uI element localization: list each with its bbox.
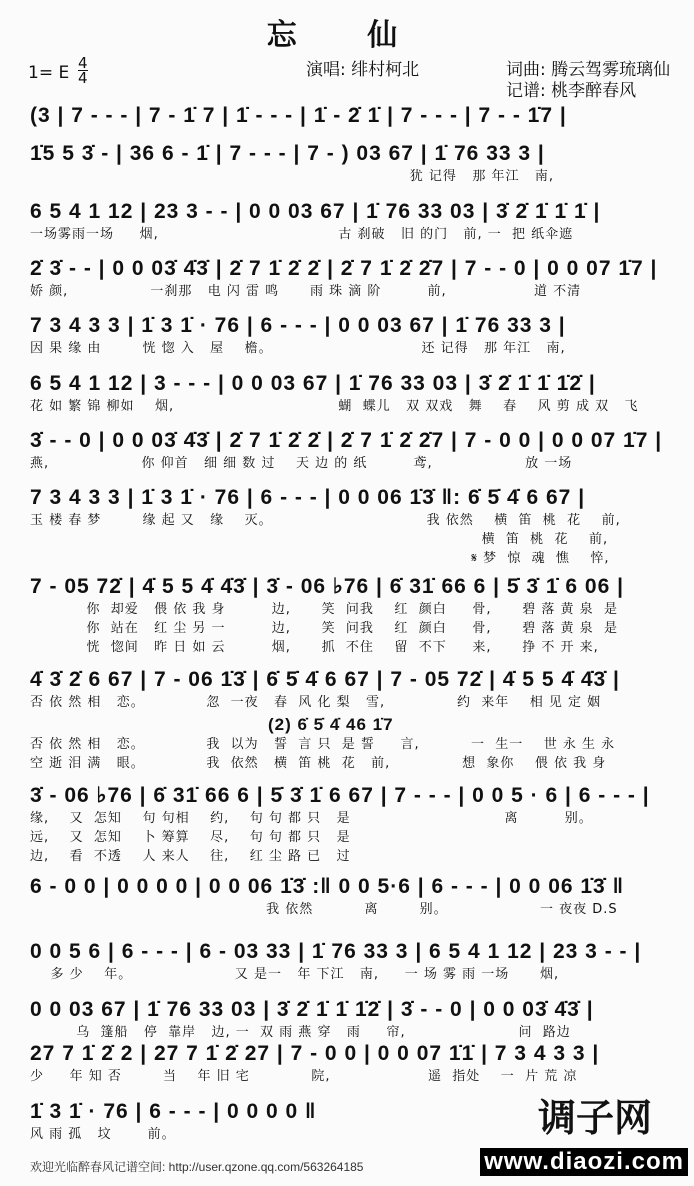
- notation-row: 3̇ - 06 ♭76 | 6̇ 31̇ 66 6 | 5̇ 3̇ 1̇ 6 67 | 7 - - - | 0 0 5 · 6 | 6 - - - |: [30, 784, 650, 807]
- notation-row: 6 5 4 1 12 | 3 - - - | 0 0 03 67 | 1̇ 76 33 03 | 3̇ 2̇ 1̇ 1̇ 1̇2̇ |: [30, 372, 596, 395]
- lyric-line: 一场雾雨一场 烟, 古 刹破 旧 的门 前, 一 把 纸伞遮: [30, 227, 574, 242]
- lyric-line: 横 笛 桃 花 前,: [30, 532, 609, 547]
- lyric-line: 空 逝 泪 满 眼。 我 依然 横 笛 桃 花 前, 想 象你 偎 依 我 身: [30, 756, 607, 771]
- lyric-line: 乌 篷船 停 靠岸 边, 一 双 雨 燕 穿 雨 帘, 问 路边: [30, 1025, 571, 1040]
- transcriber: 记谱: 桃李醉春风: [506, 81, 637, 101]
- lyric-line: 我 依然 离 别。 一 夜夜 D.S: [30, 902, 618, 917]
- notation-row: 7 3 4 3 3 | 1̇ 3 1̇ · 76 | 6 - - - | 0 0 06 1̇3̇ ‖: 6̇ 5̇ 4̇ 6 67 |: [30, 486, 586, 509]
- watermark-site: www.diaozi.com: [480, 1148, 688, 1176]
- lyric-line: 犹 记得 那 年江 南,: [30, 169, 554, 184]
- lyric-line: 你 却爱 偎 依 我 身 边, 笑 问我 红 颜白 骨, 碧 落 黄 泉 是: [30, 602, 618, 617]
- lyric-line: 远, 又 怎知 卜 筹算 尽, 句 句 都 只 是: [30, 830, 351, 845]
- notation-row: (3 | 7 - - - | 7 - 1̇ 7 | 1̇ - - - | 1̇ - 2̇ 1̇ | 7 - - - | 7 - - 1̇7 |: [30, 104, 567, 127]
- lyric-line: 燕, 你 仰首 细 细 数 过 天 边 的 纸 鸢, 放 一场: [30, 456, 573, 471]
- notation-row: 3̇ - - 0 | 0 0 03̇ 4̇3̇ | 2̇ 7 1̇ 2̇ 2̇ | 2̇ 7 1̇ 2̇ 2̇7 | 7 - 0 0 | 0 0 07 1̇7 |: [30, 429, 663, 452]
- lyric-line: 娇 颜, 一刹那 电 闪 雷 鸣 雨 珠 滴 阶 前, 道 不清: [30, 284, 582, 299]
- singer: 演唱: 绯村柯北: [306, 60, 420, 80]
- key-signature: 1= E: [28, 63, 70, 83]
- time-bottom: 4: [78, 69, 88, 87]
- lyric-line: 少 年 知 否 当 年 旧 宅 院, 遥 指处 一 片 荒 凉: [30, 1069, 578, 1084]
- song-title: 忘 仙: [266, 18, 428, 53]
- lyric-line: 否 依 然 相 恋。 我 以为 誓 言 只 是 誓 言, 一 生一 世 永 生 永: [30, 737, 616, 752]
- footer-credit: 欢迎光临醉春风记谱空间: http://user.qzone.qq.com/563264185: [30, 1160, 364, 1174]
- notation-row: 1̇5 5 3̇ - | 36 6 - 1̇ | 7 - - - | 7 - ) 03 67 | 1̇ 76 33 3 |: [30, 142, 545, 165]
- lyric-line: 因 果 缘 由 恍 惚 入 屋 檐。 还 记得 那 年江 南,: [30, 341, 566, 356]
- lyric-line: 𝄋 梦 惊 魂 憔 悴,: [30, 551, 610, 566]
- notation-row: 6 - 0 0 | 0 0 0 0 | 0 0 06 1̇3̇ :‖ 0 0 5·6 | 6 - - - | 0 0 06 1̇3̇ ‖: [30, 875, 625, 898]
- lyric-line: 否 依 然 相 恋。 忽 一夜 春 风 化 梨 雪, 约 来年 相 见 定 姻: [30, 695, 602, 710]
- notation-row: 7 - 05 72̇ | 4̇ 5 5 4̇ 4̇3̇ | 3̇ - 06 ♭76 | 6̇ 31̇ 66 6 | 5̇ 3̇ 1̇ 6 06 |: [30, 575, 624, 598]
- lyric-line: 边, 看 不透 人 来人 往, 红 尘 路 已 过: [30, 849, 351, 864]
- notation-row: 2̇ 3̇ - - | 0 0 03̇ 4̇3̇ | 2̇ 7 1̇ 2̇ 2̇ | 2̇ 7 1̇ 2̇ 2̇7 | 7 - - 0 | 0 0 07 1̇7 |: [30, 257, 658, 280]
- time-signature: [78, 56, 88, 85]
- notation-row: 7 3 4 3 3 | 1̇ 3 1̇ · 76 | 6 - - - | 0 0 03 67 | 1̇ 76 33 3 |: [30, 314, 566, 337]
- lyric-line: 缘, 又 怎知 句 句相 约, 句 句 都 只 是 离 别。: [30, 811, 593, 826]
- notation-row: 6 5 4 1 12 | 23 3 - - | 0 0 03 67 | 1̇ 76 33 03 | 3̇ 2̇ 1̇ 1̇ 1̇ |: [30, 200, 601, 223]
- time-top: 4: [78, 54, 88, 72]
- notation-row: 0 0 5 6 | 6 - - - | 6 - 03 33 | 1̇ 76 33 3 | 6 5 4 1 12 | 23 3 - - |: [30, 940, 642, 963]
- composer: 词曲: 腾云驾雾琉璃仙: [506, 60, 671, 80]
- lyric-line: 多 少 年。 又 是一 年 下江 南, 一 场 雾 雨 一场 烟,: [30, 967, 560, 982]
- lyric-line: 花 如 繁 锦 柳如 烟, 蝴 蝶儿 双 双戏 舞 春 风 剪 成 双 飞: [30, 399, 639, 414]
- lyric-line: 风 雨 孤 坟 前。: [30, 1127, 176, 1142]
- watermark-logo: 调子网: [537, 1096, 652, 1140]
- notation-row: (2) 6̇ 5̇ 4̇ 46 1̇7: [268, 715, 394, 734]
- notation-row: 4̇ 3̇ 2̇ 6 67 | 7 - 06 1̇3̇ | 6̇ 5̇ 4̇ 6 67 | 7 - 05 72̇ | 4̇ 5 5 4̇ 4̇3̇ |: [30, 668, 620, 691]
- notation-row: 0 0 03 67 | 1̇ 76 33 03 | 3̇ 2̇ 1̇ 1̇ 1̇2̇ | 3̇ - - 0 | 0 0 03̇ 4̇3̇ |: [30, 998, 594, 1021]
- notation-row: 27 7 1̇ 2̇ 2 | 27 7 1̇ 2̇ 27 | 7 - 0 0 | 0 0 07 1̇1̇ | 7 3 4 3 3 |: [30, 1042, 600, 1065]
- notation-row: 1̇ 3 1̇ · 76 | 6 - - - | 0 0 0 0 ‖: [30, 1100, 317, 1123]
- lyric-line: 恍 惚间 昨 日 如 云 烟, 抓 不住 留 不下 来, 挣 不 开 来,: [30, 640, 599, 655]
- lyric-line: 玉 楼 春 梦 缘 起 又 缘 灭。 我 依然 横 笛 桃 花 前,: [30, 513, 621, 528]
- lyric-line: 你 站在 红 尘 另 一 边, 笑 问我 红 颜白 骨, 碧 落 黄 泉 是: [30, 621, 618, 636]
